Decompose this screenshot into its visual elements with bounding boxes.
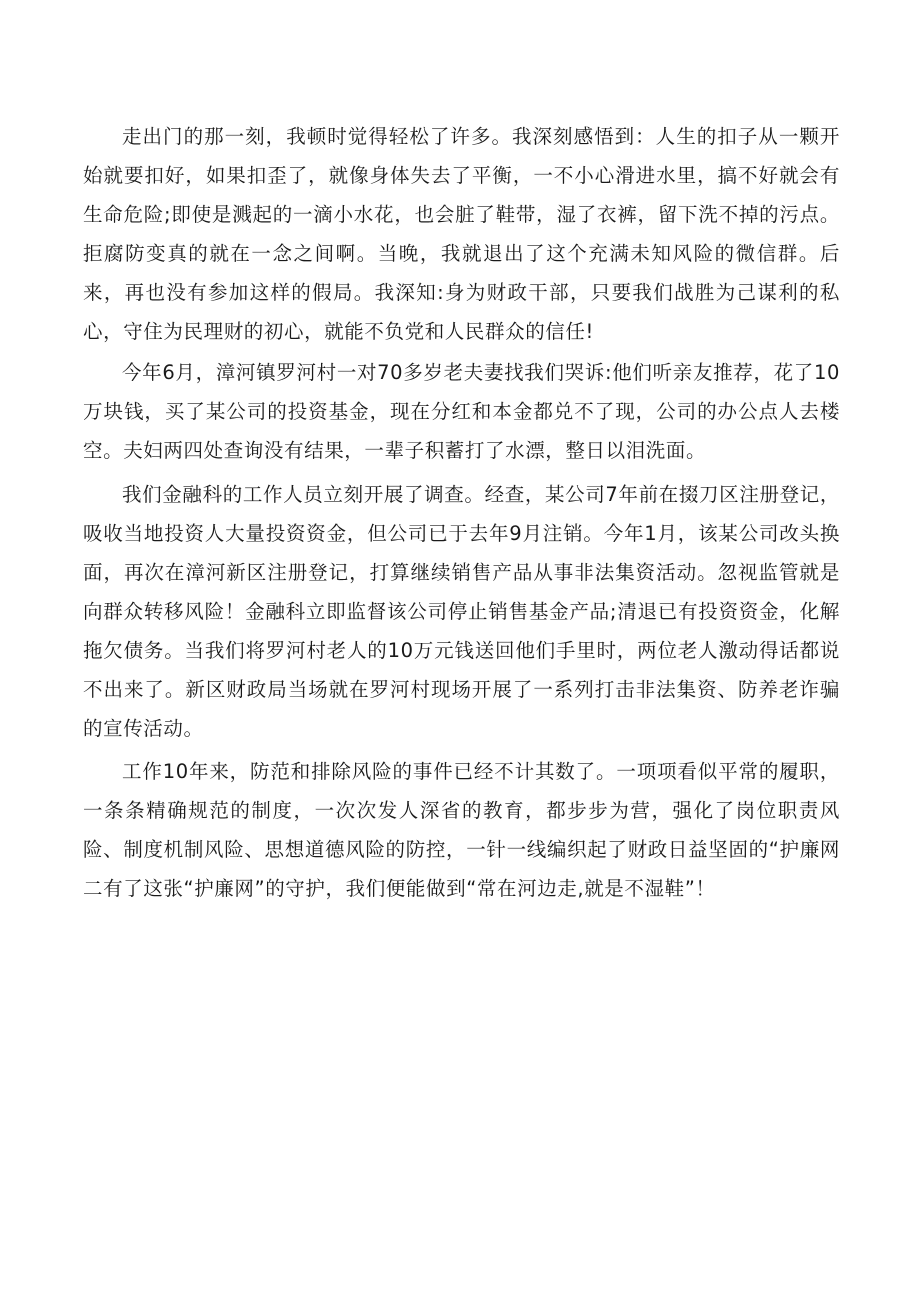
paragraph: 今年6月，漳河镇罗河村一对70多岁老夫妻找我们哭诉:他们听亲友推荐，花了10万块钱，买了某公司的投资基金，现在分红和本金都兑不了现，公司的办公点人去楼空。夫妇两四处查询没有结果，一辈子积蓄打了水漂，整日以泪洗面。 bbox=[83, 361, 840, 462]
paragraph: 工作10年来，防范和排除风险的事件已经不计其数了。一项项看似平常的履职，一条条精确规范的制度，一次次发人深省的教育，都步步为营，强化了岗位职责风险、制度机制风险、思想道德风险的防控，一针一线编织起了财政日益坚固的“护廉网二有了这张“护廉网”的守护，我们便能做到“常在河边走,就是不湿鞋”！ bbox=[83, 760, 840, 900]
paragraph: 走出门的那一刻，我顿时觉得轻松了许多。我深刻感悟到：人生的扣子从一颗开始就要扣好，如果扣歪了，就像身体失去了平衡，一不小心滑进水里，搞不好就会有生命危险;即使是溅起的一滴小水花，也会脏了鞋带，湿了衣裤，留下洗不掉的污点。拒腐防变真的就在一念之间啊。当晚，我就退出了这个充满未知风险的微信群。后来，再也没有参加这样的假局。我深知:身为财政干部，只要我们战胜为己谋利的私心，守住为民理财的初心，就能不负党和人民群众的信任! bbox=[83, 125, 840, 343]
document-body bbox=[83, 117, 840, 908]
paragraph: 我们金融科的工作人员立刻开展了调查。经查，某公司7年前在掇刀区注册登记，吸收当地投资人大量投资资金，但公司已于去年9月注销。今年1月，该某公司改头换面，再次在漳河新区注册登记，打算继续销售产品从事非法集资活动。忽视监管就是向群众转移风险！金融科立即监督该公司停止销售基金产品;清退已有投资资金，化解拖欠债务。当我们将罗河村老人的10万元钱送回他们手里时，两位老人激动得话都说不出来了。新区财政局当场就在罗河村现场开展了一系列打击非法集资、防养老诈骗的宣传活动。 bbox=[83, 483, 840, 740]
